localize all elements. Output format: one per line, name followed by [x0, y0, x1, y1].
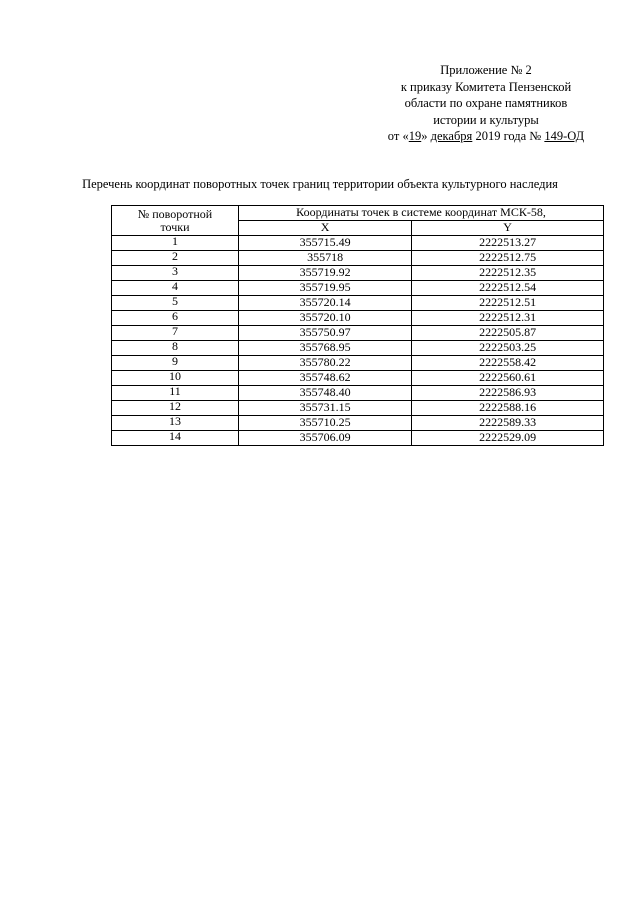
y-coordinate-cell: 2222588.16: [412, 401, 604, 416]
order-number: 149-ОД: [544, 129, 585, 143]
table-row: [112, 401, 604, 416]
point-number-cell: 9: [112, 356, 239, 371]
coordinates-header: Координаты точек в системе координат МСК-58,: [239, 206, 604, 221]
date-year: 2019 года №: [472, 129, 545, 143]
y-coordinate-cell: 2222512.31: [412, 311, 604, 326]
table-row: [112, 266, 604, 281]
point-number-cell: 4: [112, 281, 239, 296]
committee-name-cont: истории и культуры: [433, 112, 539, 127]
x-coordinate-cell: 355719.95: [239, 281, 412, 296]
appendix-header: [366, 62, 606, 145]
y-coordinate-cell: 2222503.25: [412, 341, 604, 356]
x-coordinate-cell: 355715.49: [239, 236, 412, 251]
y-coordinate-cell: 2222558.42: [412, 356, 604, 371]
coordinates-table: [111, 205, 604, 446]
table-row: [112, 251, 604, 266]
y-coordinate-cell: 2222589.33: [412, 416, 604, 431]
point-number-header: [112, 206, 239, 236]
point-number-cell: 14: [112, 431, 239, 446]
point-number-cell: 6: [112, 311, 239, 326]
y-coordinate-cell: 2222512.54: [412, 281, 604, 296]
x-coordinate-cell: 355710.25: [239, 416, 412, 431]
date-day: 19: [408, 129, 422, 143]
table-row: [112, 431, 604, 446]
y-coordinate-cell: 2222560.61: [412, 371, 604, 386]
point-number-cell: 10: [112, 371, 239, 386]
y-coordinate-cell: 2222586.93: [412, 386, 604, 401]
y-header: Y: [412, 221, 604, 236]
x-coordinate-cell: 355748.40: [239, 386, 412, 401]
committee-name: области по охране памятников: [404, 96, 568, 110]
table-row: [112, 326, 604, 341]
point-number-cell: 8: [112, 341, 239, 356]
x-coordinate-cell: 355750.97: [239, 326, 412, 341]
x-coordinate-cell: 355748.62: [239, 371, 412, 386]
x-coordinate-cell: 355720.10: [239, 311, 412, 326]
point-number-cell: 13: [112, 416, 239, 431]
point-number-cell: 7: [112, 326, 239, 341]
point-number-cell: 5: [112, 296, 239, 311]
point-number-header-line1: № поворотной: [137, 206, 213, 221]
table-row: [112, 371, 604, 386]
x-coordinate-cell: 355706.09: [239, 431, 412, 446]
table-row: [112, 386, 604, 401]
order-reference: к приказу Комитета Пензенской: [400, 79, 572, 94]
table-row: [112, 311, 604, 326]
point-number-cell: 12: [112, 401, 239, 416]
table-body: [112, 236, 604, 446]
table-row: [112, 416, 604, 431]
appendix-number: Приложение № 2: [440, 63, 532, 77]
date-mid: »: [421, 129, 431, 143]
y-coordinate-cell: 2222512.35: [412, 266, 604, 281]
x-coordinate-cell: 355719.92: [239, 266, 412, 281]
x-coordinate-cell: 355768.95: [239, 341, 412, 356]
date-month: декабря: [430, 129, 473, 143]
table-row: [112, 356, 604, 371]
x-coordinate-cell: 355780.22: [239, 356, 412, 371]
x-header: X: [239, 221, 412, 236]
x-coordinate-cell: 355720.14: [239, 296, 412, 311]
x-coordinate-cell: 355731.15: [239, 401, 412, 416]
order-date-line: [366, 128, 606, 145]
y-coordinate-cell: 2222513.27: [412, 236, 604, 251]
y-coordinate-cell: 2222512.51: [412, 296, 604, 311]
y-coordinate-cell: 2222529.09: [412, 431, 604, 446]
table-row: [112, 236, 604, 251]
table-header-row: [112, 206, 604, 221]
point-number-header-line2: точки: [160, 219, 190, 234]
date-prefix: от «: [387, 129, 409, 143]
document-title: Перечень координат поворотных точек границ территории объекта культурного наследия: [82, 177, 558, 191]
point-number-cell: 3: [112, 266, 239, 281]
table-row: [112, 281, 604, 296]
y-coordinate-cell: 2222505.87: [412, 326, 604, 341]
point-number-cell: 2: [112, 251, 239, 266]
x-coordinate-cell: 355718: [239, 251, 412, 266]
table-row: [112, 296, 604, 311]
point-number-cell: 1: [112, 236, 239, 251]
point-number-cell: 11: [112, 386, 239, 401]
table-row: [112, 341, 604, 356]
y-coordinate-cell: 2222512.75: [412, 251, 604, 266]
